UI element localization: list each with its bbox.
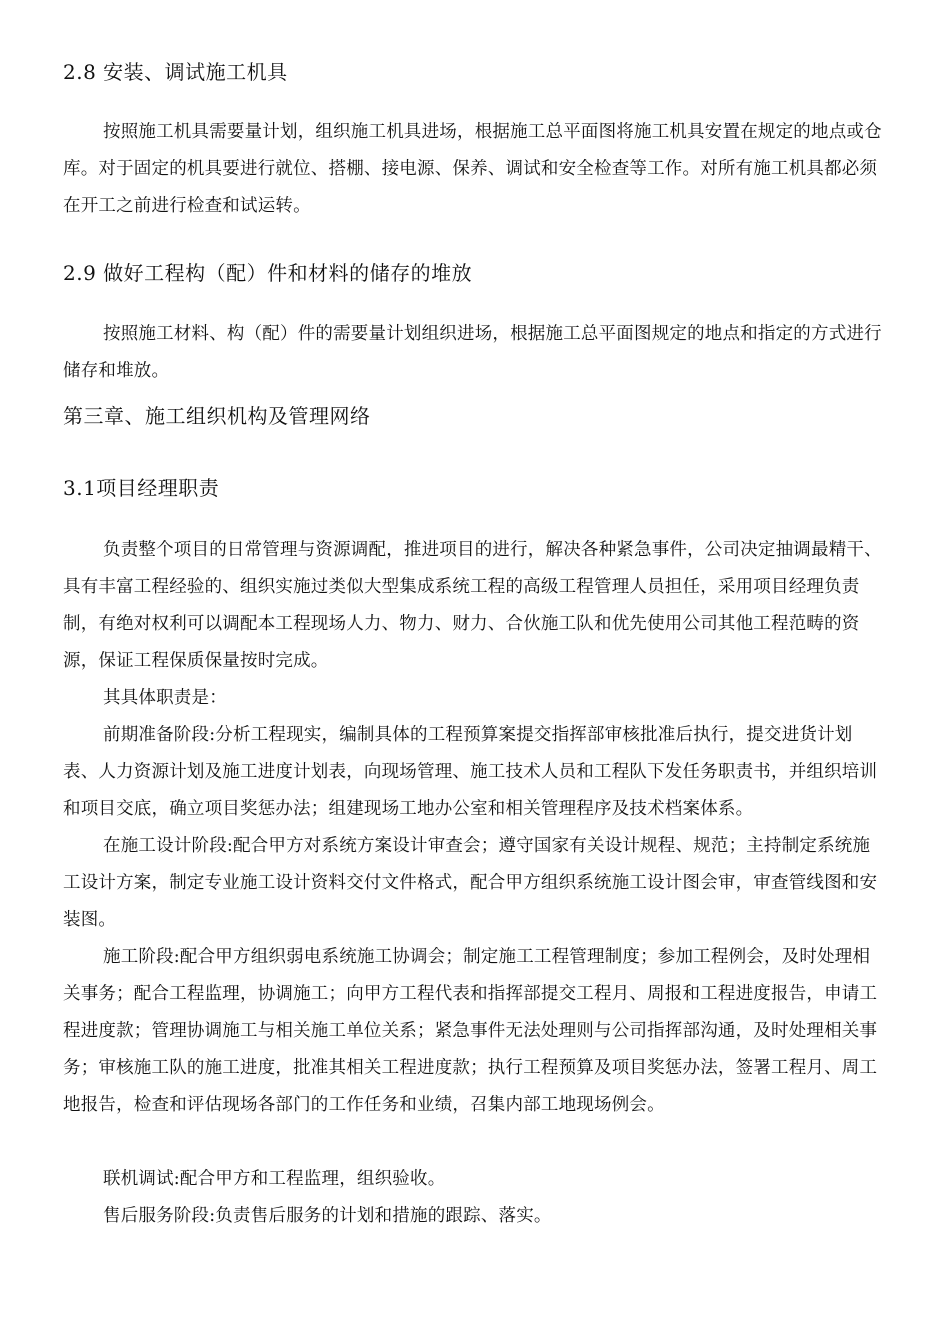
paragraph-preparation-stage: 前期准备阶段:分析工程现实，编制具体的工程预算案提交指挥部审核批准后执行，提交进货计划表、人力资源计划及施工进度计划表，向现场管理、施工技术人员和工程队下发任务职责书，并组织培训和项目交底，确立项目奖惩办法；组建现场工地办公室和相关管理程序及技术档案体系。 <box>63 725 878 819</box>
paragraph-pm-responsibility: 负责整个项目的日常管理与资源调配，推进项目的进行，解决各种紧急事件，公司决定抽调最精干、具有丰富工程经验的、组织实施过类似大型集成系统工程的高级工程管理人员担任，采用项目经理负责制，有绝对权利可以调配本工程现场人力、物力、财力、合伙施工队和优先使用公司其他工程范畴的资源，保证工程保质保量按时完成。 <box>63 540 882 671</box>
paragraph-design-stage: 在施工设计阶段:配合甲方对系统方案设计审查会；遵守国家有关设计规程、规范；主持制定系统施工设计方案，制定专业施工设计资料交付文件格式，配合甲方组织系统施工设计图会审，审查管线图和安装图。 <box>63 836 878 930</box>
chapter-heading-3: 第三章、施工组织机构及管理网络 <box>63 404 371 428</box>
paragraph-construction-stage: 施工阶段:配合甲方组织弱电系统施工协调会；制定施工工程管理制度；参加工程例会，及时处理相关事务；配合工程监理，协调施工；向甲方工程代表和指挥部提交工程月、周报和工程进度报告，申请工程进度款；管理协调施工与相关施工单位关系；紧急事件无法处理则与公司指挥部沟通，及时处理相关事务；审核施工队的施工进度，批准其相关工程进度款；执行工程预算及项目奖惩办法，签署工程月、周工地报告，检查和评估现场各部门的工作任务和业绩，召集内部工地现场例会。 <box>63 947 878 1115</box>
paragraph-duties-intro: 其具体职责是： <box>103 688 227 708</box>
paragraph-install-tools: 按照施工机具需要量计划，组织施工机具进场，根据施工总平面图将施工机具安置在规定的地点或仓库。对于固定的机具要进行就位、搭棚、接电源、保养、调试和安全检查等工作。对所有施工机具都必须在开工之前进行检查和试运转。 <box>63 122 882 216</box>
section-heading-2-8: 2.8 安装、调试施工机具 <box>63 60 288 84</box>
section-heading-2-9: 2.9 做好工程构（配）件和材料的储存的堆放 <box>63 261 473 285</box>
paragraph-joint-debugging: 联机调试:配合甲方和工程监理，组织验收。 <box>103 1169 446 1189</box>
paragraph-after-sales: 售后服务阶段:负责售后服务的计划和措施的跟踪、落实。 <box>103 1206 552 1226</box>
paragraph-material-storage: 按照施工材料、构（配）件的需要量计划组织进场，根据施工总平面图规定的地点和指定的方式进行储存和堆放。 <box>63 324 882 381</box>
section-heading-3-1: 3.1项目经理职责 <box>63 476 220 500</box>
